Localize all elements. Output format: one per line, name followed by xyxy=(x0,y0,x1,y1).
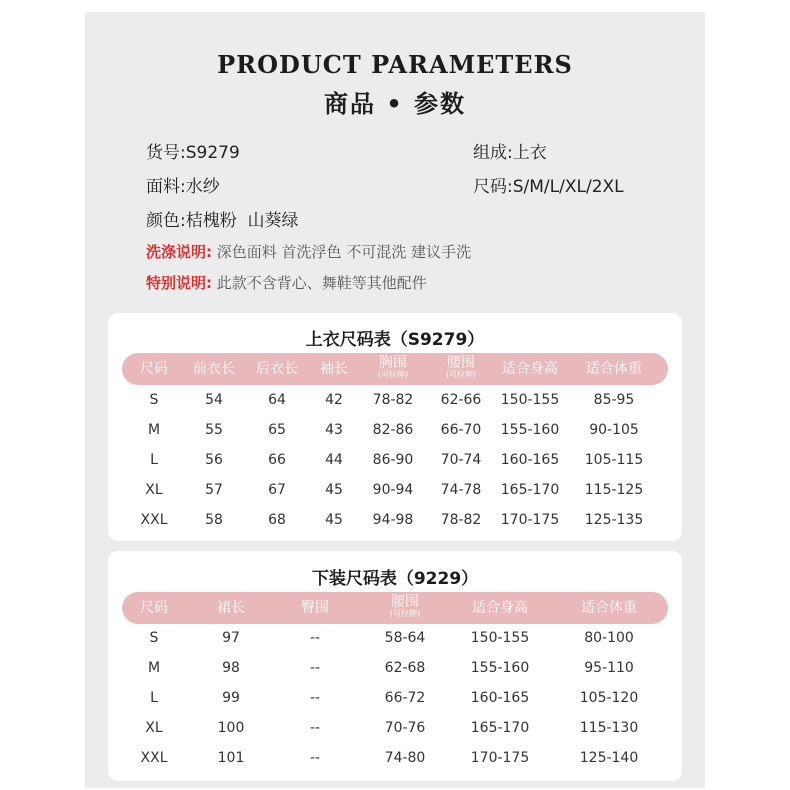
color-value: 桔槐粉 山葵绿 xyxy=(185,211,299,231)
top-header-cell xyxy=(256,353,298,385)
top-table-cell: L xyxy=(150,452,158,468)
top-table-cell: 55 xyxy=(205,422,223,438)
top-header-cell xyxy=(193,353,235,385)
bottom-header-label: 适合身高 xyxy=(472,600,528,616)
wash-instructions xyxy=(146,241,471,262)
special-value: 此款不含背心、舞鞋等其他配件 xyxy=(216,274,427,292)
composition-label: 组成: xyxy=(473,143,513,163)
bottom-table-cell: 98 xyxy=(222,660,240,676)
bottom-table-cell: -- xyxy=(309,750,321,766)
bottom-table-cell: 155-160 xyxy=(470,660,530,676)
bottom-table-cell: -- xyxy=(309,660,321,676)
top-table-cell: 78-82 xyxy=(440,512,482,528)
item-number-label: 货号: xyxy=(146,143,186,163)
top-table-cell: 150-155 xyxy=(500,392,560,408)
title-chinese: 商品 • 参数 xyxy=(323,90,467,118)
bottom-table-cell: 115-130 xyxy=(579,720,639,736)
top-header-cell xyxy=(446,356,476,380)
top-table-cell: 58 xyxy=(205,512,223,528)
top-table-cell: 105-115 xyxy=(584,452,644,468)
special-label: 特别说明: xyxy=(146,274,212,292)
bottom-header-cell xyxy=(472,592,528,624)
top-table-cell: 70-74 xyxy=(440,452,482,468)
top-header-cell xyxy=(378,356,408,380)
bottom-table-cell: 95-110 xyxy=(584,660,634,676)
size-range xyxy=(473,172,624,197)
bottom-header-label: 适合体重 xyxy=(581,600,637,616)
top-table-cell: S xyxy=(149,392,159,408)
size-range-value: S/M/L/XL/2XL xyxy=(512,177,624,197)
top-table-cell: 57 xyxy=(205,482,223,498)
top-table-cell: 45 xyxy=(325,512,343,528)
bottom-table-cell: 170-175 xyxy=(470,750,530,766)
bottom-table-cell: -- xyxy=(309,690,321,706)
size-range-label: 尺码: xyxy=(473,177,513,197)
top-table-cell: 85-95 xyxy=(593,392,635,408)
top-header-label: 后衣长 xyxy=(256,361,298,377)
top-header-cell xyxy=(140,353,168,385)
top-table-cell: XXL xyxy=(140,512,168,528)
top-table-cell: 43 xyxy=(325,422,343,438)
bottom-table-cell: 125-140 xyxy=(579,750,639,766)
bottom-header-cell xyxy=(581,592,637,624)
bottom-table-cell: XXL xyxy=(140,750,168,766)
top-size-chart-title: 上衣尺码表（S9279） xyxy=(305,330,485,350)
bottom-table-cell: 66-72 xyxy=(384,690,426,706)
top-table-cell: XL xyxy=(145,482,163,498)
bottom-table-cell: 99 xyxy=(222,690,240,706)
top-table-cell: 67 xyxy=(268,482,286,498)
top-table-cell: 66-70 xyxy=(440,422,482,438)
bottom-header-label: 尺码 xyxy=(140,600,168,616)
top-header-label: 适合体重 xyxy=(586,361,642,377)
top-header-label: 尺码 xyxy=(140,361,168,377)
top-table-cell: 66 xyxy=(268,452,286,468)
top-header-cell xyxy=(502,353,558,385)
special-instructions xyxy=(146,272,427,293)
bottom-table-cell: 165-170 xyxy=(470,720,530,736)
bottom-header-cell xyxy=(390,595,420,619)
top-header-cell xyxy=(320,353,348,385)
bottom-size-chart xyxy=(108,551,682,781)
bottom-header-cell xyxy=(217,592,245,624)
top-table-cell: 44 xyxy=(325,452,343,468)
top-header-label: 腰围 xyxy=(447,355,475,371)
bottom-header-label: 臀围 xyxy=(301,600,329,616)
top-table-cell: 62-66 xyxy=(440,392,482,408)
top-size-chart-header xyxy=(122,353,668,385)
bottom-table-cell: 74-80 xyxy=(384,750,426,766)
bottom-table-cell: 97 xyxy=(222,630,240,646)
bottom-table-cell: S xyxy=(149,630,159,646)
color-label: 颜色: xyxy=(146,211,186,231)
top-table-cell: 54 xyxy=(205,392,223,408)
top-size-chart xyxy=(108,313,682,541)
top-table-cell: 115-125 xyxy=(584,482,644,498)
bottom-header-cell xyxy=(301,592,329,624)
bottom-table-cell: 105-120 xyxy=(579,690,639,706)
composition xyxy=(473,138,547,163)
bottom-table-cell: 160-165 xyxy=(470,690,530,706)
top-header-sublabel: (可拉伸) xyxy=(377,370,409,379)
top-header-sublabel: (可拉伸) xyxy=(445,370,477,379)
bottom-table-cell: 70-76 xyxy=(384,720,426,736)
bottom-table-cell: 62-68 xyxy=(384,660,426,676)
top-table-cell: 74-78 xyxy=(440,482,482,498)
top-table-cell: 125-135 xyxy=(584,512,644,528)
top-table-cell: 78-82 xyxy=(372,392,414,408)
top-table-cell: 90-105 xyxy=(589,422,639,438)
color xyxy=(146,206,299,231)
bottom-header-label: 腰围 xyxy=(391,594,419,610)
top-table-cell: 94-98 xyxy=(372,512,414,528)
top-table-cell: 90-94 xyxy=(372,482,414,498)
top-header-label: 适合身高 xyxy=(502,361,558,377)
bottom-size-chart-header xyxy=(122,592,668,624)
top-header-label: 前衣长 xyxy=(193,361,235,377)
top-table-cell: 68 xyxy=(268,512,286,528)
wash-value: 深色面料 首洗浮色 不可混洗 建议手洗 xyxy=(216,243,472,261)
top-table-cell: 165-170 xyxy=(500,482,560,498)
top-table-cell: 65 xyxy=(268,422,286,438)
bottom-table-cell: -- xyxy=(309,720,321,736)
title-english: PRODUCT PARAMETERS xyxy=(217,50,573,79)
bottom-table-cell: XL xyxy=(145,720,163,736)
top-table-cell: 45 xyxy=(325,482,343,498)
bottom-header-label: 裙长 xyxy=(217,600,245,616)
top-header-cell xyxy=(586,353,642,385)
composition-value: 上衣 xyxy=(512,143,547,163)
top-header-label: 胸围 xyxy=(379,355,407,371)
bottom-table-cell: 100 xyxy=(217,720,245,736)
top-table-cell: 56 xyxy=(205,452,223,468)
item-number xyxy=(146,138,240,163)
wash-label: 洗涤说明: xyxy=(146,243,212,261)
top-table-cell: 170-175 xyxy=(500,512,560,528)
bottom-header-cell xyxy=(140,592,168,624)
top-header-label: 袖长 xyxy=(320,361,348,377)
bottom-size-chart-title: 下装尺码表（9229） xyxy=(311,569,479,589)
bottom-header-sublabel: (可拉伸) xyxy=(389,609,421,618)
bottom-table-cell: 80-100 xyxy=(584,630,634,646)
fabric xyxy=(146,172,220,197)
top-table-cell: M xyxy=(147,422,161,438)
bottom-table-cell: 58-64 xyxy=(384,630,426,646)
top-table-cell: 42 xyxy=(325,392,343,408)
top-table-cell: 82-86 xyxy=(372,422,414,438)
bottom-table-cell: 101 xyxy=(217,750,245,766)
bottom-table-cell: L xyxy=(150,690,158,706)
bottom-table-cell: 150-155 xyxy=(470,630,530,646)
fabric-value: 水纱 xyxy=(185,177,220,197)
item-number-value: S9279 xyxy=(185,143,240,163)
top-table-cell: 160-165 xyxy=(500,452,560,468)
top-table-cell: 64 xyxy=(268,392,286,408)
bottom-table-cell: M xyxy=(147,660,161,676)
top-table-cell: 86-90 xyxy=(372,452,414,468)
fabric-label: 面料: xyxy=(146,177,186,197)
bottom-table-cell: -- xyxy=(309,630,321,646)
top-table-cell: 155-160 xyxy=(500,422,560,438)
